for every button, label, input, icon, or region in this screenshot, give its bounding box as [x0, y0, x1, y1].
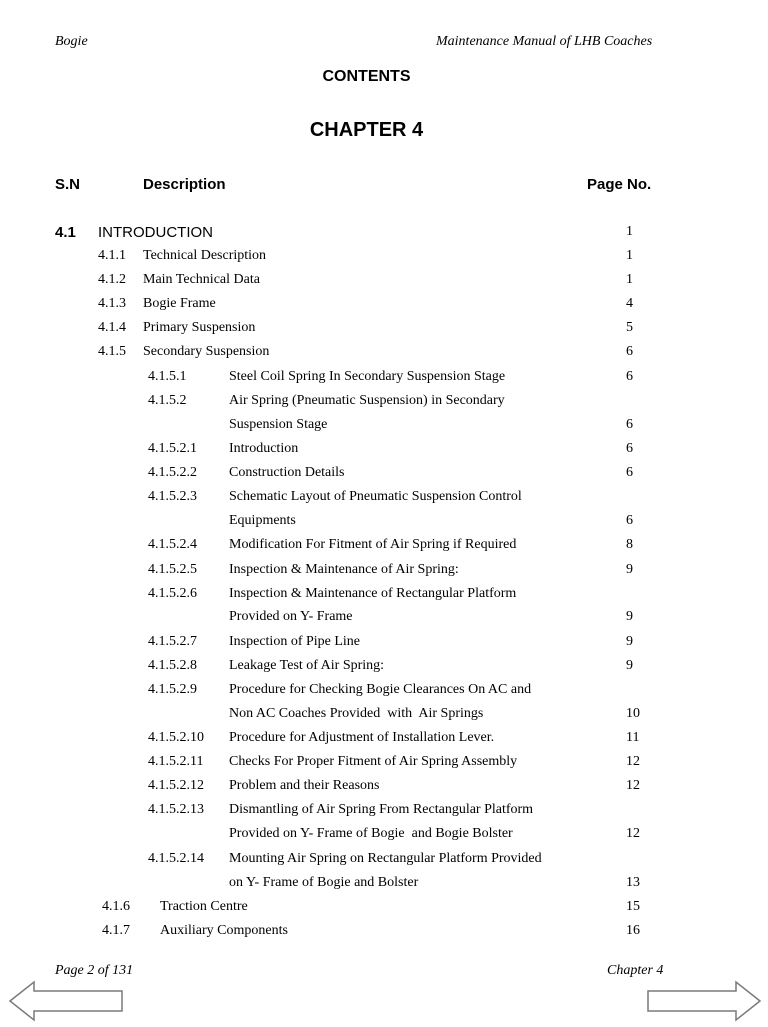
toc-entry-title: Procedure for Adjustment of Installation Lever. — [229, 730, 495, 745]
toc-entry[interactable] — [0, 489, 768, 509]
column-header-page: Page No. — [587, 176, 652, 193]
toc-entry-number: 4.1.5.2.2 — [148, 465, 197, 480]
column-header-description: Description — [143, 176, 226, 193]
toc-entry[interactable] — [0, 754, 768, 774]
toc-entry[interactable] — [0, 369, 768, 389]
toc-entry-title: Provided on Y- Frame — [229, 609, 353, 624]
toc-entry-number: 4.1.5.2.11 — [148, 754, 204, 769]
toc-entry[interactable] — [0, 634, 768, 654]
right-arrow-icon — [644, 980, 762, 1022]
toc-entry[interactable] — [0, 802, 768, 822]
toc-entry-number: 4.1.5.2.6 — [148, 586, 197, 601]
toc-entry-page: 1 — [626, 248, 633, 263]
toc-entry-title: Technical Description — [143, 248, 267, 263]
toc-entry-continuation[interactable] — [0, 417, 768, 437]
toc-entry[interactable] — [0, 465, 768, 485]
chapter-footer: Chapter 4 — [607, 963, 664, 978]
toc-entry-number: 4.1.5 — [98, 344, 126, 359]
toc-entry-page: 8 — [626, 537, 633, 552]
toc-entry-title: Inspection & Maintenance of Air Spring: — [229, 562, 459, 577]
toc-entry-title: Suspension Stage — [229, 417, 328, 432]
toc-entry-title: Primary Suspension — [143, 320, 256, 335]
toc-entry-title: Air Spring (Pneumatic Suspension) in Secondary — [229, 393, 505, 408]
toc-entry-number: 4.1.7 — [102, 923, 130, 938]
toc-entry-title: Procedure for Checking Bogie Clearances On AC and — [229, 682, 532, 697]
toc-entry-number: 4.1.5.2.9 — [148, 682, 197, 697]
toc-entry[interactable] — [0, 682, 768, 702]
toc-entry-number: 4.1.5.2 — [148, 393, 187, 408]
toc-entry[interactable] — [0, 296, 768, 316]
toc-entry-number: 4.1.1 — [98, 248, 126, 263]
toc-entry-title: Inspection of Pipe Line — [229, 634, 361, 649]
toc-entry-page: 6 — [626, 441, 633, 456]
toc-entry-title: Steel Coil Spring In Secondary Suspension Stage — [229, 369, 506, 384]
running-header-right: Maintenance Manual of LHB Coaches — [436, 34, 653, 49]
toc-entry-title: Traction Centre — [160, 899, 248, 914]
toc-entry-title: Main Technical Data — [143, 272, 260, 287]
toc-entry-title: Checks For Proper Fitment of Air Spring Assembly — [229, 754, 518, 769]
toc-entry-page: 6 — [626, 369, 633, 384]
toc-entry-page: 5 — [626, 320, 633, 335]
toc-entry[interactable] — [0, 537, 768, 557]
toc-entry-title: Introduction — [229, 441, 299, 456]
toc-entry-page: 6 — [626, 417, 633, 432]
toc-entry-title: Non AC Coaches Provided with Air Springs — [229, 706, 484, 721]
next-page-button[interactable] — [644, 980, 762, 1027]
toc-entry-number: 4.1.5.1 — [148, 369, 187, 384]
toc-entry-continuation[interactable] — [0, 706, 768, 726]
toc-entry-number: 4.1.5.2.7 — [148, 634, 197, 649]
toc-entry-page: 16 — [626, 923, 640, 938]
toc-entry-page: 15 — [626, 899, 640, 914]
toc-entry[interactable] — [0, 730, 768, 750]
toc-entry-page: 11 — [626, 730, 640, 745]
column-header-sn: S.N — [55, 176, 81, 193]
toc-entry-page: 10 — [626, 706, 640, 721]
toc-entry-page: 1 — [626, 272, 633, 287]
toc-entry-page: 12 — [626, 778, 640, 793]
toc-entry-title: Construction Details — [229, 465, 345, 480]
toc-entry-page: 12 — [626, 826, 640, 841]
toc-entry[interactable] — [0, 344, 768, 364]
toc-entry-page: 6 — [626, 513, 633, 528]
toc-entry-title: Leakage Test of Air Spring: — [229, 658, 385, 673]
toc-entry[interactable] — [0, 441, 768, 461]
toc-entry[interactable] — [0, 248, 768, 268]
toc-entry-title: Mounting Air Spring on Rectangular Platform Provided — [229, 851, 542, 866]
left-arrow-icon — [8, 980, 126, 1022]
toc-entry[interactable] — [0, 224, 768, 244]
toc-entry-number: 4.1.5.2.8 — [148, 658, 197, 673]
toc-entry-page: 9 — [626, 562, 633, 577]
toc-entry-number: 4.1 — [55, 224, 76, 241]
toc-entry-title: Bogie Frame — [143, 296, 216, 311]
toc-entry-number: 4.1.5.2.4 — [148, 537, 197, 552]
toc-entry-continuation[interactable] — [0, 609, 768, 629]
toc-entry-number: 4.1.2 — [98, 272, 126, 287]
toc-entry[interactable] — [0, 586, 768, 606]
toc-entry-title: Modification For Fitment of Air Spring if Required — [229, 537, 517, 552]
toc-entry[interactable] — [0, 320, 768, 340]
toc-entry-title: Equipments — [229, 513, 296, 528]
previous-page-button[interactable] — [8, 980, 126, 1027]
page-number-footer: Page 2 of 131 — [55, 963, 134, 978]
toc-entry-page: 6 — [626, 344, 633, 359]
toc-entry-number: 4.1.5.2.10 — [148, 730, 204, 745]
toc-entry-page: 9 — [626, 658, 633, 673]
toc-entry-title: Provided on Y- Frame of Bogie and Bogie Bolster — [229, 826, 513, 841]
toc-entry-page: 9 — [626, 634, 633, 649]
toc-entry-number: 4.1.5.2.14 — [148, 851, 204, 866]
toc-entry[interactable] — [0, 923, 768, 943]
toc-entry-page: 12 — [626, 754, 640, 769]
toc-entry-number: 4.1.5.2.13 — [148, 802, 204, 817]
toc-entry-number: 4.1.5.2.5 — [148, 562, 197, 577]
toc-entry-page: 6 — [626, 465, 633, 480]
toc-entry[interactable] — [0, 658, 768, 678]
toc-entry-title: Secondary Suspension — [143, 344, 270, 359]
contents-title: CONTENTS — [322, 68, 411, 85]
toc-entry[interactable] — [0, 272, 768, 292]
toc-entry-number: 4.1.6 — [102, 899, 130, 914]
toc-entry-page: 13 — [626, 875, 640, 890]
toc-entry-title: INTRODUCTION — [98, 224, 213, 241]
toc-entry-number: 4.1.4 — [98, 320, 126, 335]
toc-entry[interactable] — [0, 393, 768, 413]
toc-entry[interactable] — [0, 851, 768, 871]
toc-entry-title: Problem and their Reasons — [229, 778, 380, 793]
toc-entry-page: 9 — [626, 609, 633, 624]
toc-entry-continuation[interactable] — [0, 513, 768, 533]
toc-entry-page: 4 — [626, 296, 633, 311]
toc-entry-title: on Y- Frame of Bogie and Bolster — [229, 875, 419, 890]
toc-entry-continuation[interactable] — [0, 875, 768, 895]
toc-entry[interactable] — [0, 778, 768, 798]
toc-entry-title: Inspection & Maintenance of Rectangular Platform — [229, 586, 517, 601]
toc-entry-number: 4.1.3 — [98, 296, 126, 311]
chapter-title: CHAPTER 4 — [309, 119, 424, 141]
toc-entry-title: Dismantling of Air Spring From Rectangular Platform — [229, 802, 534, 817]
toc-entry-number: 4.1.5.2.12 — [148, 778, 204, 793]
toc-entry-number: 4.1.5.2.3 — [148, 489, 197, 504]
toc-entry-title: Schematic Layout of Pneumatic Suspension Control — [229, 489, 522, 504]
toc-entry-title: Auxiliary Components — [160, 923, 288, 938]
toc-entry-page: 1 — [626, 224, 633, 239]
toc-entry-continuation[interactable] — [0, 826, 768, 846]
toc-entry[interactable] — [0, 562, 768, 582]
toc-entry[interactable] — [0, 899, 768, 919]
running-header-left: Bogie — [55, 34, 88, 49]
toc-entry-number: 4.1.5.2.1 — [148, 441, 197, 456]
